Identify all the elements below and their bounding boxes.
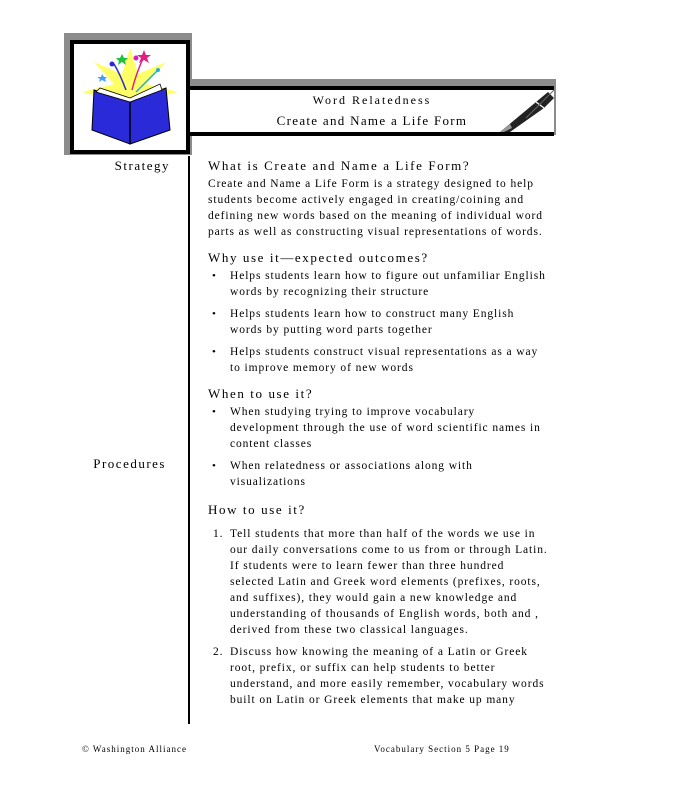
how-steps [208, 526, 550, 708]
procedures-label: Procedures [93, 456, 166, 471]
page-subtitle: Create and Name a Life Form [276, 113, 468, 128]
list-item: • When studying trying to improve vocabulary development through the use of word scientific names in content classes [208, 404, 548, 452]
footer-page-number: Vocabulary Section 5 Page 19 [374, 744, 510, 754]
what-body: Create and Name a Life Form is a strategy designed to help students become actively engaged in creating/coining and defining new words based on the meaning of individual word parts as well as constructing visual representations of words. [208, 178, 543, 238]
list-item: • Helps students construct visual representations as a way to improve memory of new words [208, 344, 548, 376]
step-text: Tell students that more than half of the words we use in our daily conversations come to us from or through Latin. If students were to learn fewer than three hundred selected Latin and Greek word elements (prefixes, roots, and suffixes), they would gain a new knowledge and understanding of thousands of English words, both and , derived from these two classical languages. [230, 528, 548, 636]
what-heading: What is Create and Name a Life Form? [208, 158, 471, 173]
footer-copyright: © Washington Alliance [82, 744, 187, 754]
column-divider [188, 156, 190, 724]
list-item: • Helps students learn how to construct many English words by putting word parts together [208, 306, 548, 338]
list-item: • Helps students learn how to figure out unfamiliar English words by recognizing their structure [208, 268, 548, 300]
list-item: • When relatedness or associations along with visualizations [208, 458, 548, 490]
book-logo [70, 40, 190, 154]
list-item [208, 644, 550, 708]
why-heading: Why use it—expected outcomes? [208, 250, 429, 265]
how-heading: How to use it? [208, 502, 306, 517]
page-title: Word Relatedness [312, 93, 432, 107]
step-number: 2. [213, 646, 224, 658]
pen-icon [496, 88, 558, 134]
step-text: Discuss how knowing the meaning of a Latin or Greek root, prefix, or suffix can help students to better understand, and more easily remember, vocabulary words built on Latin or Greek elements that make up many [230, 646, 545, 706]
when-list [208, 404, 548, 490]
why-list [208, 268, 548, 376]
list-item [208, 526, 550, 638]
open-book-icon [74, 44, 186, 150]
when-heading: When to use it? [208, 386, 314, 401]
strategy-label: Strategy [114, 158, 170, 173]
step-number: 1. [213, 528, 224, 540]
